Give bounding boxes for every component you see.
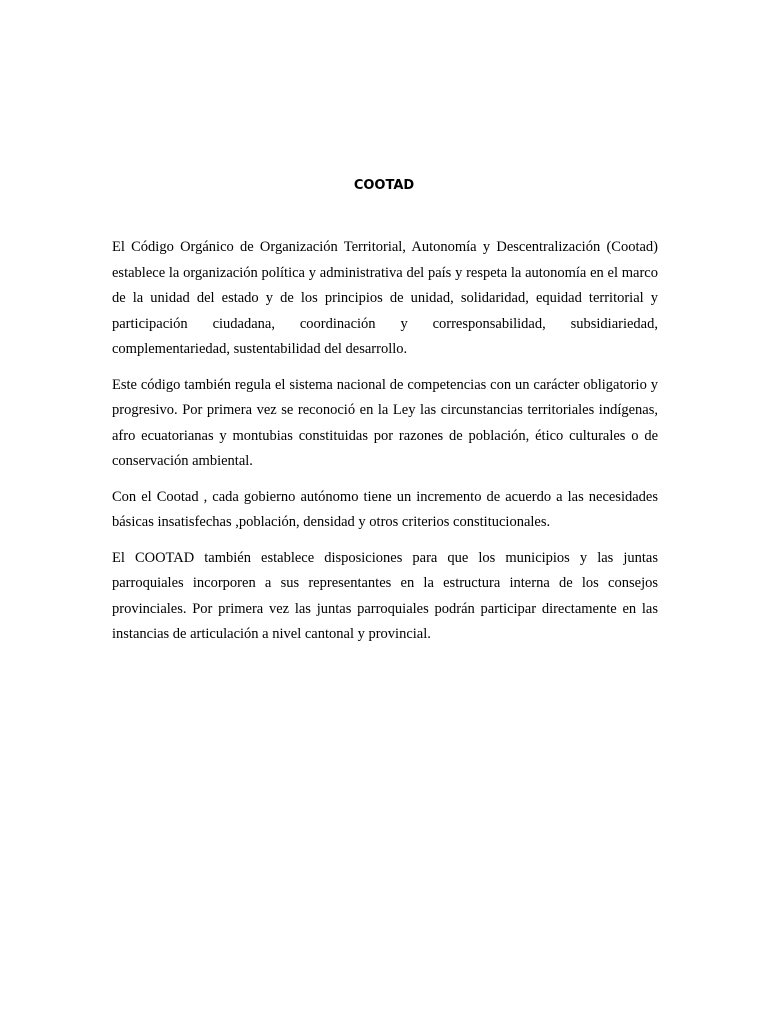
paragraph: Este código también regula el sistema nacional de competencias con un carácter obligatorio y progresivo. Por primera vez se reconoció en la Ley las circunstancias territoriales indígenas, afro ecuatorianas y montubias constituidas por razones de población, ético culturales o de conservación ambiental.: [112, 376, 658, 469]
document-body: [112, 235, 658, 658]
paragraph: El Código Orgánico de Organización Territorial, Autonomía y Descentralización (Cootad) establece la organización política y administrativa del país y respeta la autonomía en el marco de la unidad del estado y de los principios de unidad, solidaridad, equidad territorial y participación ciudadana, coordinación y corresponsabilidad, subsidiariedad, complementariedad, sustentabilidad del desarrollo.: [112, 239, 658, 357]
document-title: COOTAD: [353, 178, 415, 193]
paragraph: El COOTAD también establece disposiciones para que los municipios y las juntas parroquiales incorporen a sus representantes en la estructura interna de los consejos provinciales. Por primera vez las juntas parroquiales podrán participar directamente en las instancias de articulación a nivel cantonal y provincial.: [112, 549, 658, 642]
paragraph: Con el Cootad , cada gobierno autónomo tiene un incremento de acuerdo a las necesidades básicas insatisfechas ,población, densidad y otros criterios constitucionales.: [112, 488, 658, 530]
